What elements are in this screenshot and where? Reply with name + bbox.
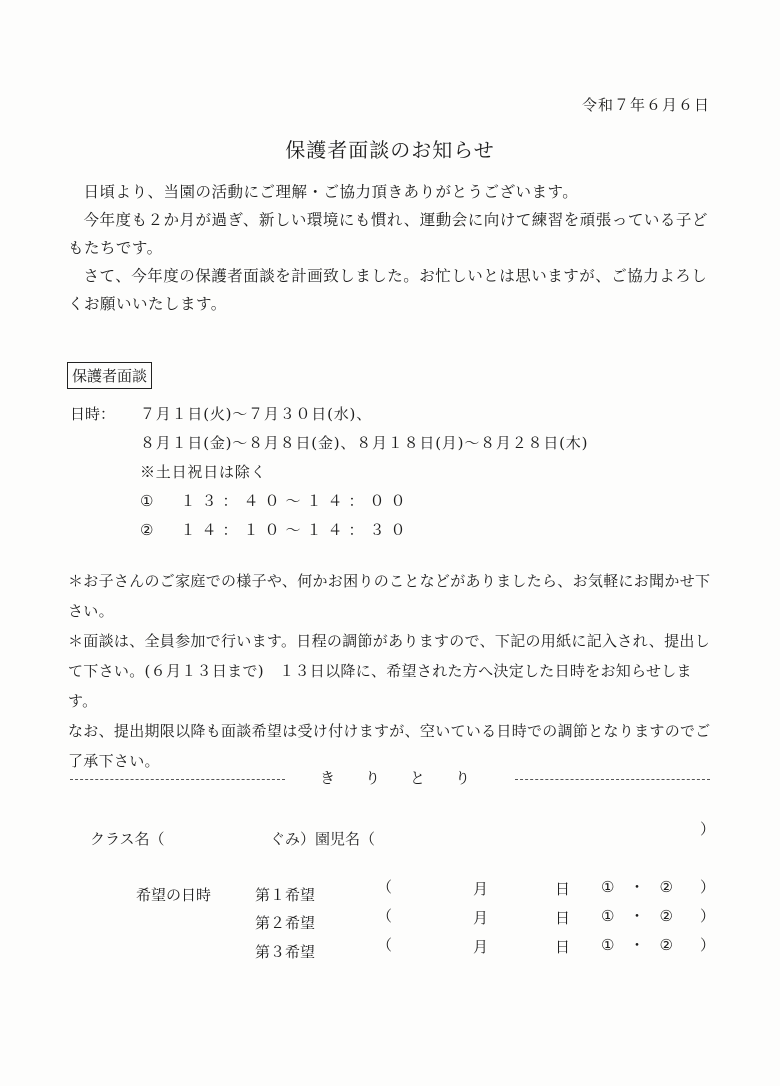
day-label: 日	[555, 938, 571, 956]
slot-options: ① ・ ②	[601, 936, 673, 954]
slot-options: ① ・ ②	[601, 878, 673, 896]
class-name-label: クラス名（	[90, 830, 165, 848]
wish-row-label: 第１希望	[255, 886, 316, 904]
note-1: ＊お子さんのご家庭での様子や、何かお困りのことなどがありましたら、お気軽にお聞かせ下さい。	[68, 572, 711, 620]
month-label: 月	[473, 938, 489, 956]
open-paren: （	[377, 907, 393, 925]
cut-line	[70, 767, 710, 791]
note-2: ＊面談は、全員参加で行います。日程の調節がありますので、下記の用紙に記入され、提出して下さい。(６月１３日まで) １３日以降に、希望された方へ決定した日時をお知らせします。	[68, 632, 711, 710]
time-slot-1: ① １３：４０～１４：００	[140, 492, 412, 510]
intro-line-3: さて、今年度の保護者面談を計画致しました。お忙しいとは思いますが、ご協力よろしくお願いいたします。	[68, 267, 708, 313]
intro-line-1: 日頃より、当園の活動にご理解・ご協力頂きありがとうございます。	[83, 183, 579, 201]
intro-paragraphs	[68, 178, 718, 318]
cut-dash-left	[70, 779, 285, 780]
schedule-note: ※土日祝日は除く	[140, 463, 267, 481]
wish-row-label: 第３希望	[255, 943, 316, 961]
notice-title: 保護者面談のお知らせ	[285, 138, 495, 162]
slot-options: ① ・ ②	[601, 907, 673, 925]
open-paren: （	[377, 936, 393, 954]
close-paren: ）	[700, 907, 716, 925]
month-label: 月	[473, 880, 489, 898]
notes-section	[68, 566, 718, 776]
open-paren: （	[377, 878, 393, 896]
wish-row-label: 第２希望	[255, 914, 316, 932]
month-label: 月	[473, 909, 489, 927]
section-label-box: 保護者面談	[67, 362, 152, 389]
schedule-line-2: ８月１日(金)～８月８日(金)、８月１８日(月)～８月２８日(木)	[140, 434, 589, 452]
close-paren: ）	[700, 936, 716, 954]
day-label: 日	[555, 880, 571, 898]
child-name-close-paren: ）	[700, 820, 716, 838]
close-paren: ）	[700, 878, 716, 896]
note-3: なお、提出期限以降も面談希望は受け付けますが、空いている日時での調節となりますのでご了承下さい。	[68, 722, 711, 770]
time-slot-2: ② １４：１０～１４：３０	[140, 521, 412, 539]
schedule-line-1: ７月１日(火)～７月３０日(水)、	[140, 405, 373, 423]
cut-dash-right	[515, 779, 710, 780]
datetime-label: 日時：	[70, 405, 116, 423]
cut-label: きりとり	[320, 769, 501, 787]
day-label: 日	[555, 909, 571, 927]
intro-line-2: 今年度も２か月が過ぎ、新しい環境にも慣れ、運動会に向けて練習を頑張っている子どもたちです。	[68, 211, 708, 257]
child-name-label: ぐみ）園児名（	[270, 830, 376, 848]
wish-datetime-label: 希望の日時	[136, 886, 212, 904]
issue-date: 令和７年６月６日	[581, 96, 710, 114]
